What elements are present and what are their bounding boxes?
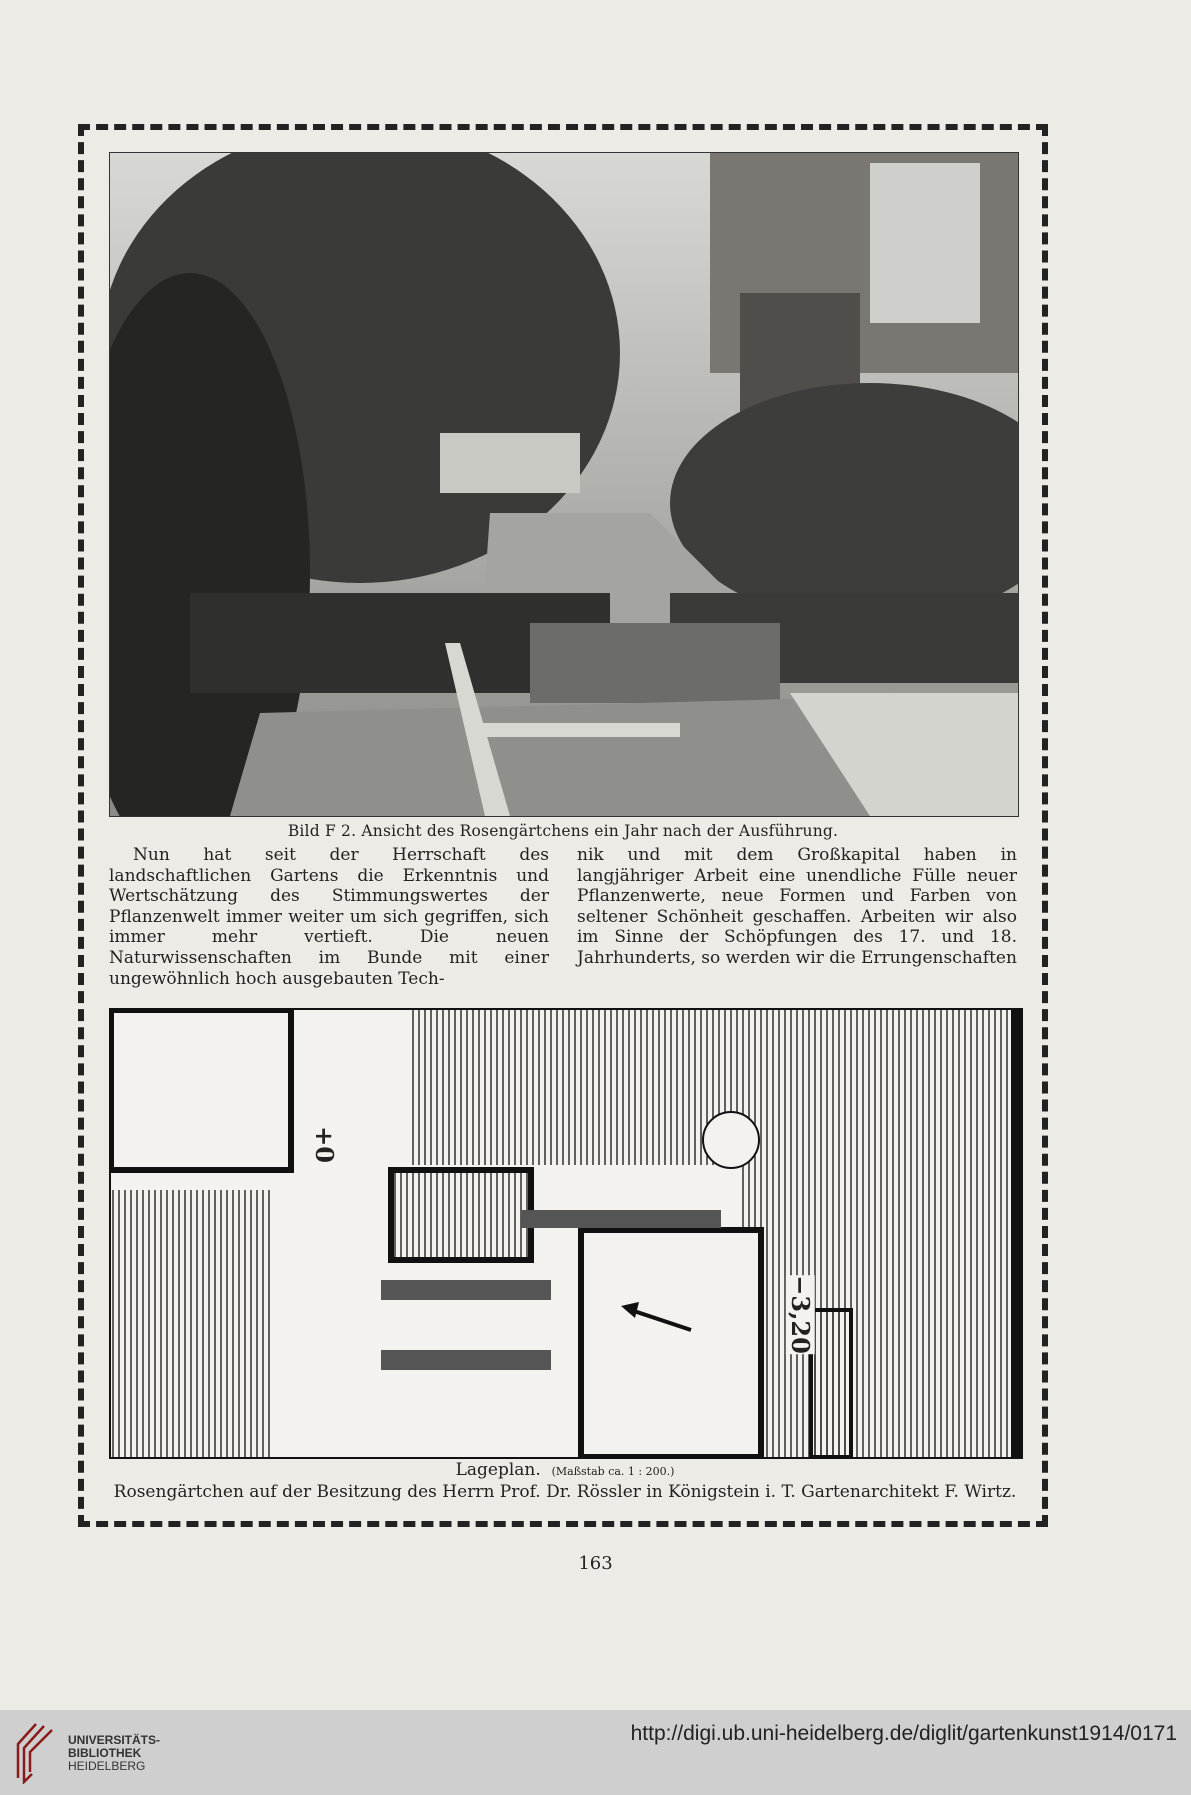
body-text-left xyxy=(109,845,549,989)
plan-caption-line2: Rosengärtchen auf der Besitzung des Herrn Prof. Dr. Rössler in Königstein i. T. Gartenarchitekt F. Wirtz. xyxy=(113,1482,1017,1502)
paragraph: Nun hat seit der Herrschaft des landschaftlichen Gartens die Erkenntnis und Wertschätzung des Stimmungswertes der Pflanzenwelt immer weiter um sich gegriffen, sich immer mehr vertieft. Die neuen Naturwissenschaften im Bunde mit einer ungewöhnlich hoch ausgebauten Tech- xyxy=(109,845,549,989)
paragraph: nik und mit dem Großkapital haben in langjähriger Arbeit eine unendliche Fülle neuer Pflanzenwerte, neue Formen und Farben von seltener Schönheit geschaffen. Arbeiten wir also im Sinne der Schöpfungen des 17. und 18. Jahrhunderts, so werden wir die Errungenschaften xyxy=(577,845,1017,968)
level-label-minus: −3,20 xyxy=(785,1275,815,1354)
library-logo-icon xyxy=(14,1722,62,1784)
footer-bar xyxy=(0,1710,1191,1795)
garden-photo xyxy=(109,152,1019,817)
plan-scale: (Maßstab ca. 1 : 200.) xyxy=(551,1465,675,1478)
page-number: 163 xyxy=(578,1553,613,1574)
library-name xyxy=(68,1734,160,1773)
figure-caption: Bild F 2. Ansicht des Rosengärtchens ein Jahr nach der Ausführung. xyxy=(287,822,839,840)
body-text-right xyxy=(577,845,1017,969)
plan-title: Lageplan. xyxy=(455,1460,541,1480)
library-line: HEIDELBERG xyxy=(68,1759,146,1773)
library-line: UNIVERSITÄTS- xyxy=(68,1733,161,1747)
site-plan xyxy=(109,1008,1023,1459)
source-url-link[interactable]: http://digi.ub.uni-heidelberg.de/diglit/gartenkunst1914/0171 xyxy=(630,1722,1177,1745)
library-line: BIBLIOTHEK xyxy=(68,1746,142,1760)
plan-caption xyxy=(100,1460,1030,1502)
level-label-zero: +0 xyxy=(309,1126,339,1163)
